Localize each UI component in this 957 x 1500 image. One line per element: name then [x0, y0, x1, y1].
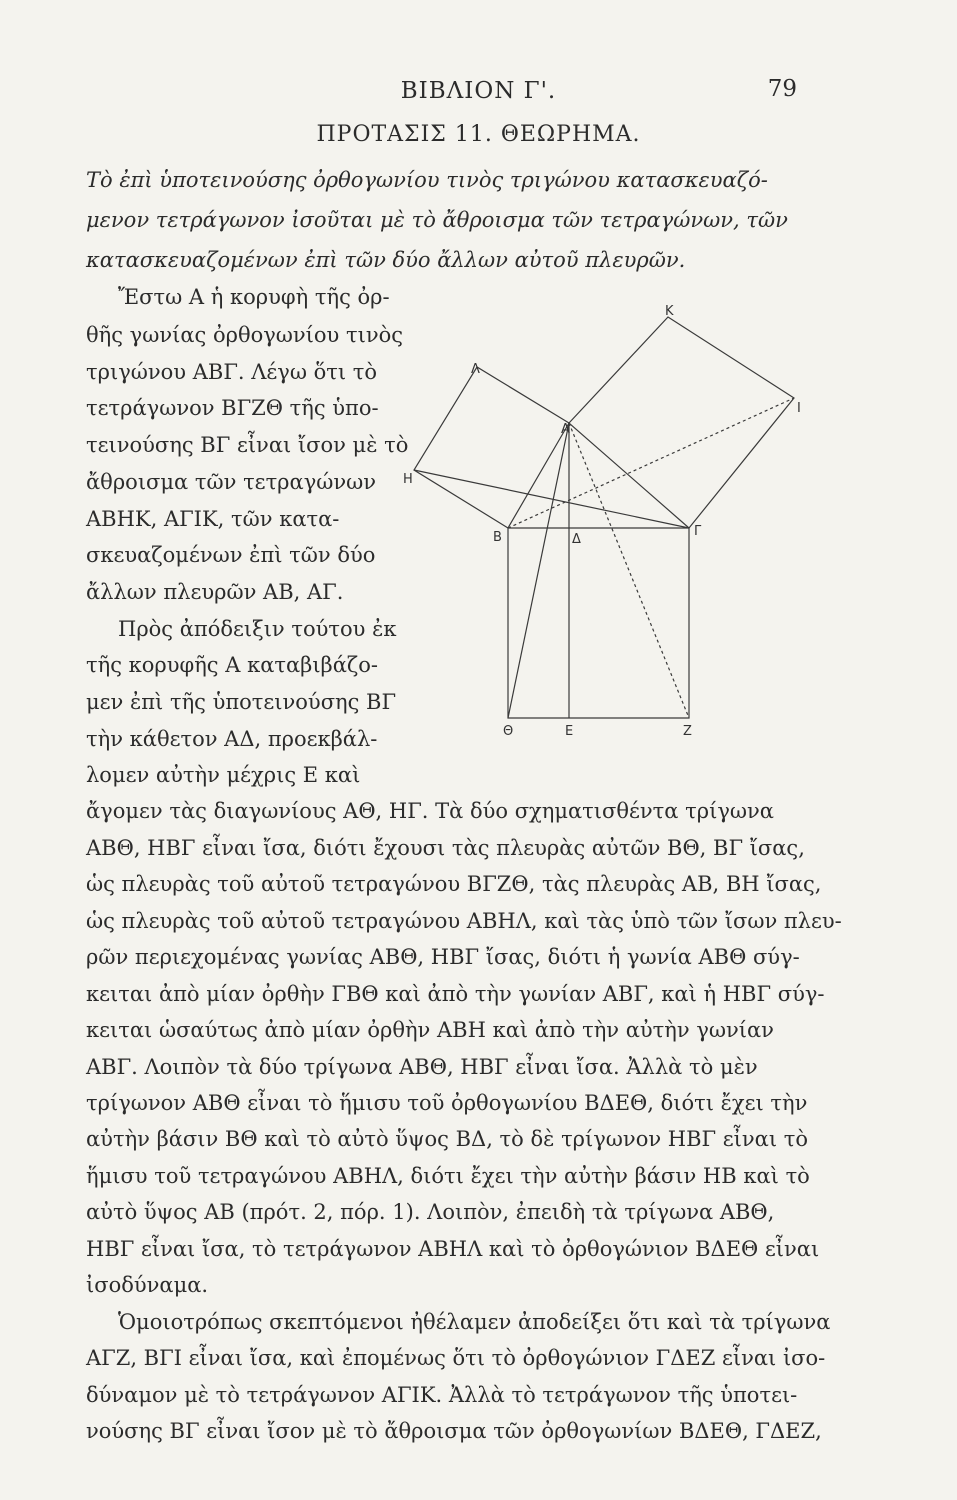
text-line: δύναμον μὲ τὸ τετράγωνον ΑΓΙΚ. Ἀλλὰ τὸ τετράγωνον τῆς ὑποτει-	[86, 1383, 798, 1407]
statement-line: κατασκευαζομένων ἐπὶ τῶν δύο ἄλλων αὐτοῦ πλευρῶν.	[86, 248, 686, 272]
diagonal-a-z	[569, 423, 689, 718]
right-triangle	[508, 423, 689, 528]
label-z: Ζ	[683, 724, 692, 739]
text-line: ὡς πλευρὰς τοῦ αὐτοῦ τετραγώνου ΑΒΗΛ, καὶ τὰς ὑπὸ τῶν ἴσων πλευ-	[86, 909, 842, 933]
text-line: τεινούσης ΒΓ εἶναι ἴσον μὲ τὸ	[86, 433, 409, 457]
text-line: αὐτὴν βάσιν ΒΘ καὶ τὸ αὐτὸ ὕψος ΒΔ, τὸ δὲ τρίγωνον ΗΒΓ εἶναι τὸ	[86, 1127, 809, 1151]
square-on-ag	[569, 317, 794, 528]
text-line: μεν ἐπὶ τῆς ὑποτεινούσης ΒΓ	[86, 690, 397, 714]
text-line: θῆς γωνίας ὀρθογωνίου τινὸς	[86, 323, 404, 347]
label-e: Ε	[565, 724, 574, 739]
text-line: ΑΒΘ, ΗΒΓ εἶναι ἴσα, διότι ἔχουσι τὰς πλευρὰς αὐτῶν ΒΘ, ΒΓ ἴσας,	[86, 836, 805, 860]
label-g: Γ	[694, 524, 702, 539]
label-k: Κ	[665, 304, 674, 319]
text-line: ἥμισυ τοῦ τετραγώνου ΑΒΗΛ, διότι ἔχει τὴν αὐτὴν βάσιν ΗΒ καὶ τὸ	[86, 1164, 810, 1188]
label-a: Α	[561, 422, 570, 437]
text-line: αὐτὸ ὕψος ΑΒ (πρότ. 2, πόρ. 1). Λοιπὸν, ἐπειδὴ τὰ τρίγωνα ΑΒΘ,	[86, 1200, 775, 1224]
hypotenuse-square	[508, 528, 689, 718]
text-line: ἄλλων πλευρῶν ΑΒ, ΑΓ.	[86, 580, 344, 604]
label-d: Δ	[572, 532, 581, 547]
pythagorean-figure	[403, 295, 815, 745]
label-theta: Θ	[503, 724, 514, 739]
text-line: ἰσοδύναμα.	[86, 1273, 209, 1297]
text-line: Ὁμοιοτρόπως σκεπτόμενοι ἠθέλαμεν ἀποδείξει ὅτι καὶ τὰ τρίγωνα	[118, 1310, 831, 1334]
diagonal-a-theta	[508, 423, 569, 718]
label-h: Η	[403, 472, 413, 487]
page-number: 79	[767, 76, 797, 102]
label-i: Ι	[797, 401, 801, 416]
text-line: ἄγομεν τὰς διαγωνίους ΑΘ, ΗΓ. Τὰ δύο σχηματισθέντα τρίγωνα	[86, 799, 774, 823]
text-line: ΑΓΖ, ΒΓΙ εἶναι ἴσα, καὶ ἐπομένως ὅτι τὸ ὀρθογώνιον ΓΔΕΖ εἶναι ἰσο-	[86, 1346, 826, 1370]
label-b: Β	[493, 530, 502, 545]
text-line: Πρὸς ἀπόδειξιν τούτου ἐκ	[118, 617, 397, 641]
text-line: τετράγωνον ΒΓΖΘ τῆς ὑπο-	[86, 396, 379, 420]
text-line: κειται ἀπὸ μίαν ὀρθὴν ΓΒΘ καὶ ἀπὸ τὴν γωνίαν ΑΒΓ, καὶ ἡ ΗΒΓ σύγ-	[86, 982, 825, 1006]
text-line: τριγώνου ΑΒΓ. Λέγω ὅτι τὸ	[86, 360, 378, 384]
label-l: Λ	[471, 362, 480, 377]
statement-line: μενον τετράγωνον ἰσοῦται μὲ τὸ ἄθροισμα τῶν τετραγώνων, τῶν	[86, 208, 788, 232]
text-line: σκευαζομένων ἐπὶ τῶν δύο	[86, 543, 376, 567]
text-line: ἄθροισμα τῶν τετραγώνων	[86, 470, 377, 494]
text-line: Ἔστω Α ἡ κορυφὴ τῆς ὀρ-	[118, 285, 390, 309]
text-line: τρίγωνον ΑΒΘ εἶναι τὸ ἥμισυ τοῦ ὀρθογωνίου ΒΔΕΘ, διότι ἔχει τὴν	[86, 1091, 808, 1115]
text-line: λομεν αὐτὴν μέχρις Ε καὶ	[86, 763, 361, 787]
text-line: τὴν κάθετον ΑΔ, προεκβάλ-	[86, 727, 378, 751]
text-line: ΑΒΓ. Λοιπὸν τὰ δύο τρίγωνα ΑΒΘ, ΗΒΓ εἶναι ἴσα. Ἀλλὰ τὸ μὲν	[86, 1055, 758, 1079]
proposition-title: ΠΡΟΤΑΣΙΣ 11. ΘΕΩΡΗΜΑ.	[316, 122, 641, 147]
statement-line: Τὸ ἐπὶ ὑποτεινούσης ὀρθογωνίου τινὸς τριγώνου κατασκευαζό-	[86, 168, 768, 192]
text-line: κειται ὡσαύτως ἀπὸ μίαν ὀρθὴν ΑΒΗ καὶ ἀπὸ τὴν αὐτὴν γωνίαν	[86, 1018, 774, 1042]
text-line: νούσης ΒΓ εἶναι ἴσον μὲ τὸ ἄθροισμα τῶν ὀρθογωνίων ΒΔΕΘ, ΓΔΕΖ,	[86, 1419, 822, 1443]
text-line: τῆς κορυφῆς Α καταβιβάζο-	[86, 653, 379, 677]
running-header: ΒΙΒΛΙΟΝ Γ'.	[400, 78, 557, 104]
text-line: ρῶν περιεχομένας γωνίας ΑΒΘ, ΗΒΓ ἴσας, διότι ἡ γωνία ΑΒΘ σύγ-	[86, 945, 800, 969]
text-line: ΑΒΗΚ, ΑΓΙΚ, τῶν κατα-	[86, 507, 340, 531]
diagonal-h-g	[414, 470, 689, 528]
text-line: ὡς πλευρὰς τοῦ αὐτοῦ τετραγώνου ΒΓΖΘ, τὰς πλευρὰς ΑΒ, ΒΗ ἴσας,	[86, 872, 822, 896]
square-on-ab	[414, 367, 569, 528]
text-line: ΗΒΓ εἶναι ἴσα, τὸ τετράγωνον ΑΒΗΛ καὶ τὸ ὀρθογώνιον ΒΔΕΘ εἶναι	[86, 1237, 820, 1261]
